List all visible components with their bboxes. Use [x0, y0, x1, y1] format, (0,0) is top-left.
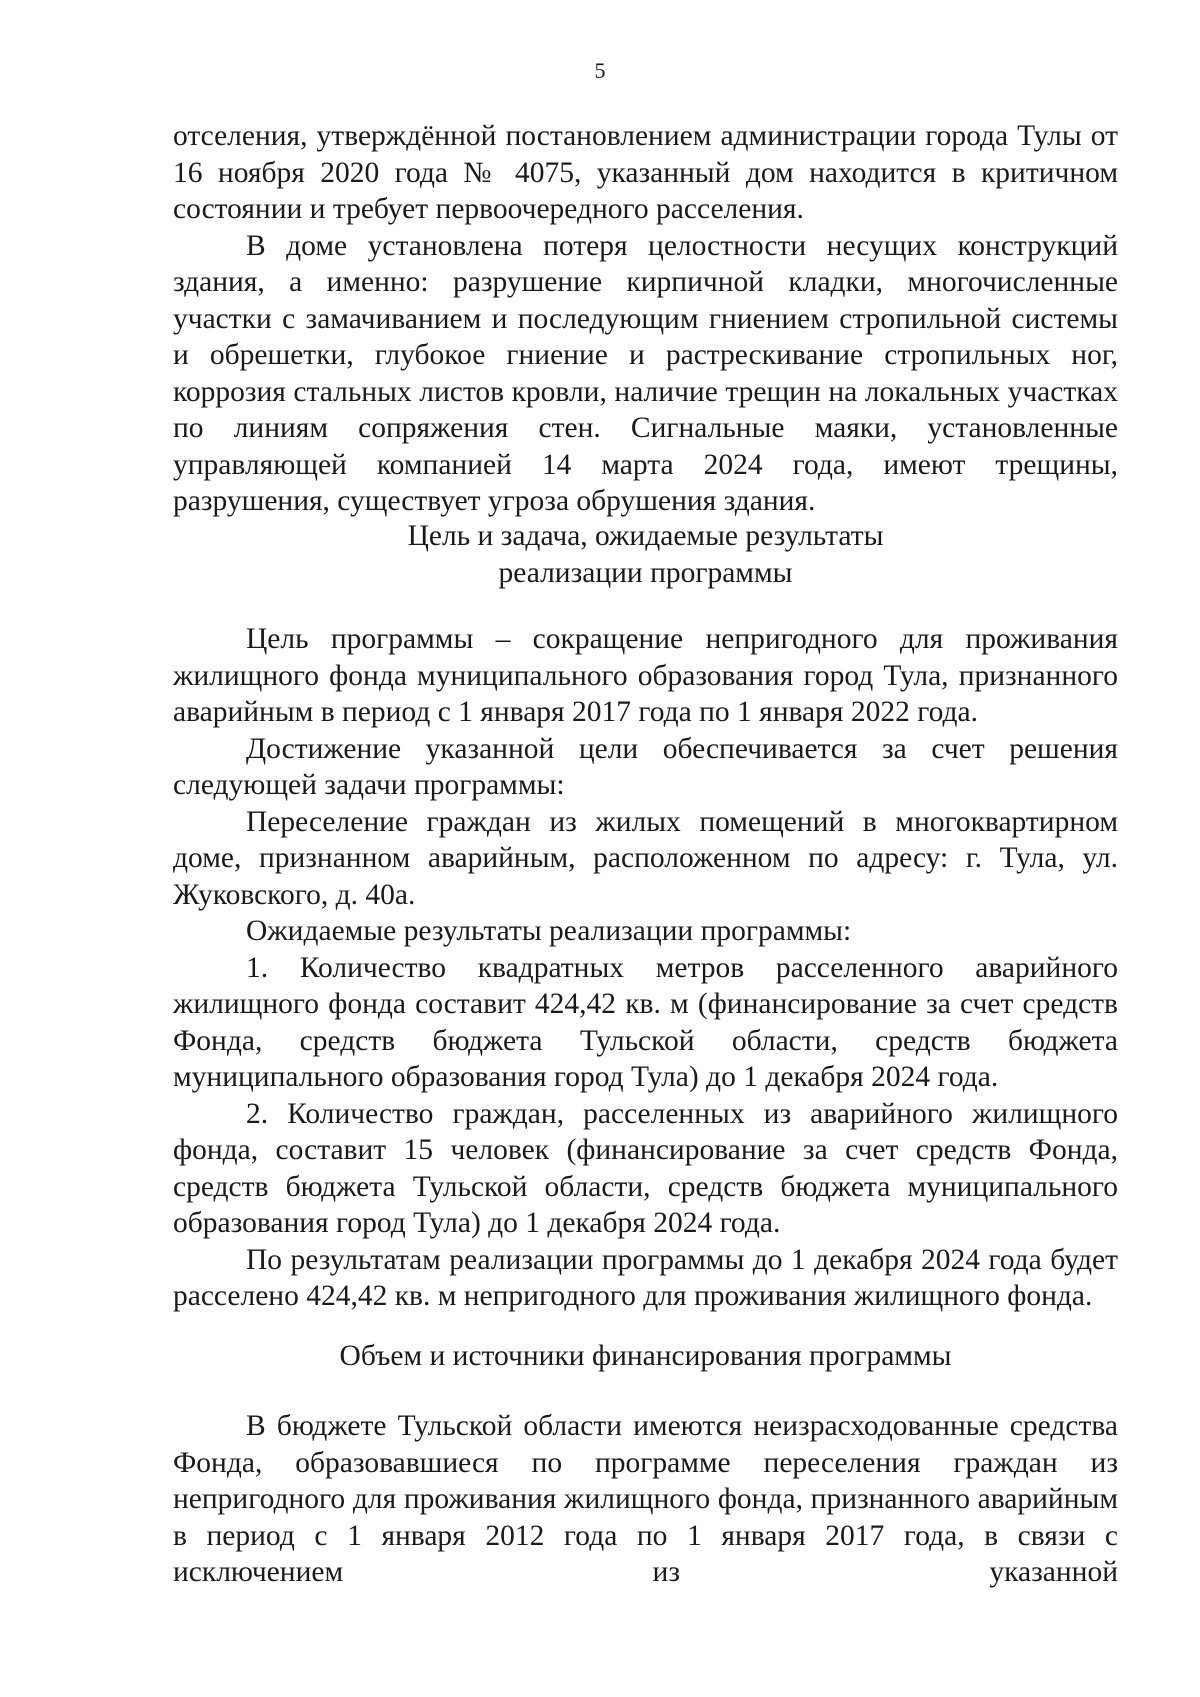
section-heading-funding	[173, 1338, 1118, 1375]
paragraph-program-goal: Цель программы – сокращение непригодного для проживания жилищного фонда муниципального образования город Тула, признанного аварийным в период с 1 января 2017 года по 1 января 2022 года.	[173, 623, 1118, 728]
paragraph-results-summary: По результатам реализации программы до 1 декабря 2024 года будет расселено 424,42 кв. м непригодного для проживания жилищного фонда.	[173, 1243, 1118, 1312]
page-number: 5	[594, 58, 606, 83]
section-heading-goals-line1: Цель и задача, ожидаемые результаты	[407, 520, 884, 552]
paragraph-building-condition: В доме установлена потеря целостности несущих конструкций здания, а именно: разрушение кирпичной кладки, многочисленные участки с замачиванием и последующим гниением стропильной системы и обрешетки, глубокое гниение и растрескивание стропильных ног, коррозия стальных листов кровли, наличие трещин на локальных участках по линиям сопряжения стен. Сигнальные маяки, установленные управляющей компанией 14 марта 2024 года, имеют трещины, разрушения, существует угроза обрушения здания.	[173, 229, 1118, 517]
paragraph-goal-achievement: Достижение указанной цели обеспечивается за счет решения следующей задачи программы:	[173, 732, 1118, 801]
section-heading-goals	[173, 518, 1118, 591]
paragraph-result-1: 1. Количество квадратных метров расселенного аварийного жилищного фонда составит 424,42 кв. м (финансирование за счет средств Фонда, средств бюджета Тульской области, средств бюджета муниципального образования город Тула) до 1 декабря 2024 года.	[173, 951, 1118, 1093]
section-heading-goals-line2: реализации программы	[498, 556, 793, 589]
paragraph-continuation: отселения, утверждённой постановлением администрации города Тулы от 16 ноября 2020 года № 4075, указанный дом находится в критичном состоянии и требует первоочередного расселения.	[173, 120, 1118, 225]
paragraph-resettlement-task: Переселение граждан из жилых помещений в многоквартирном доме, признанном аварийным, расположенном по адресу: г. Тула, ул. Жуковского, д. 40а.	[173, 805, 1118, 911]
paragraph-expected-results-intro: Ожидаемые результаты реализации программы:	[246, 915, 852, 947]
paragraph-result-2: 2. Количество граждан, расселенных из аварийного жилищного фонда, составит 15 человек (финансирование за счет средств Фонда, средств бюджета Тульской области, средств бюджета муниципального образования город Тула) до 1 декабря 2024 года.	[173, 1097, 1118, 1239]
intro-text-block	[173, 118, 1118, 520]
paragraph-funding: В бюджете Тульской области имеются неизрасходованные средства Фонда, образовавшиеся по программе переселения граждан из непригодного для проживания жилищного фонда, признанного аварийным в период с 1 января 2012 года по 1 января 2017 года, в связи с исключением из указанной	[173, 1410, 1118, 1588]
funding-text-block	[173, 1408, 1118, 1591]
section-heading-funding-title: Объем и источники финансирования программы	[339, 1340, 952, 1372]
goals-text-block	[173, 621, 1118, 1315]
